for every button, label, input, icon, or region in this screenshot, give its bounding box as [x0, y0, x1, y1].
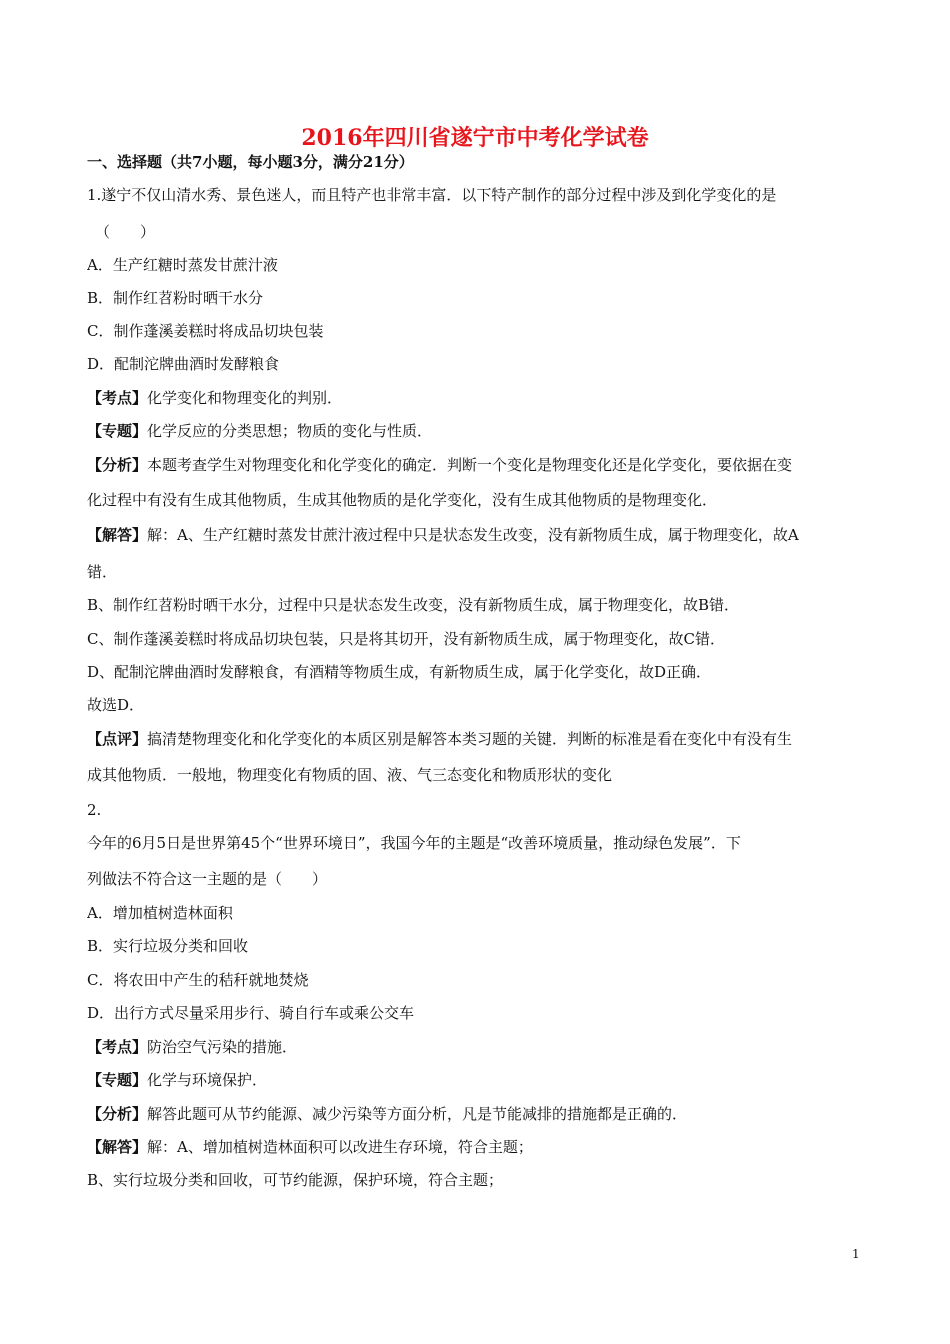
q1-jieda-line1 [87, 525, 877, 545]
zhuanti-label: 【专题】 [87, 422, 148, 440]
page-number: 1 [852, 1247, 860, 1261]
q2-number: 2. [87, 801, 102, 819]
q2-kaodian [87, 1037, 877, 1057]
q2-jieda-line1 [87, 1137, 877, 1157]
q2-option-d: D．出行方式尽量采用步行、骑自行车或乘公交车 [87, 1004, 415, 1022]
jieda-label: 【解答】 [87, 1138, 148, 1156]
q1-option-a: A．生产红糖时蒸发甘蔗汁液 [87, 256, 278, 274]
q1-jieda-b: B、制作红苕粉时晒干水分，过程中只是状态发生改变，没有新物质生成，属于物理变化，故B错． [87, 596, 740, 614]
zhuanti-text: 化学反应的分类思想；物质的变化与性质． [147, 422, 433, 440]
q2-jieda-b: B、实行垃圾分类和回收，可节约能源，保护环境，符合主题； [87, 1171, 504, 1189]
q1-option-b: B．制作红苕粉时晒干水分 [87, 289, 264, 307]
q1-zhuanti [87, 421, 877, 441]
q1-dianping-line2: 成其他物质．一般地，物理变化有物质的固、液、气三态变化和物质形状的变化 [87, 766, 613, 784]
zhuanti-text: 化学与环境保护． [147, 1071, 268, 1089]
fenxi-label: 【分析】 [87, 456, 148, 474]
section-heading: 一、选择题（共7小题，每小题3分，满分21分） [87, 153, 414, 171]
q1-jieda-c: C、制作蓬溪姜糕时将成品切块包装，只是将其切开，没有新物质生成，属于物理变化，故C错． [87, 630, 725, 648]
kaodian-label: 【考点】 [87, 1038, 148, 1056]
q1-kaodian [87, 388, 877, 408]
q2-fenxi [87, 1104, 877, 1124]
jieda-text: 解：A、增加植树造林面积可以改进生存环境，符合主题； [147, 1138, 533, 1156]
q1-jieda-line2: 错． [87, 563, 118, 581]
fenxi-text: 本题考查学生对物理变化和化学变化的确定．判断一个变化是物理变化还是化学变化，要依据在变 [147, 456, 793, 474]
kaodian-text: 防治空气污染的措施． [147, 1038, 298, 1056]
fenxi-text: 解答此题可从节约能源、减少污染等方面分析，凡是节能减排的措施都是正确的． [147, 1105, 688, 1123]
document-title: 2016年四川省遂宁市中考化学试卷 [301, 125, 649, 151]
fenxi-label: 【分析】 [87, 1105, 148, 1123]
q1-stem-line2: （ ） [95, 223, 156, 241]
q1-dianping-line1 [87, 729, 877, 749]
q1-fenxi-line2: 化过程中有没有生成其他物质，生成其他物质的是化学变化，没有生成其他物质的是物理变化． [87, 491, 718, 509]
q2-stem-line2: 列做法不符合这一主题的是（ ） [87, 870, 328, 888]
q2-stem-line1: 今年的6月5日是世界第45个“世界环境日”，我国今年的主题是“改善环境质量，推动绿色发展”．下 [87, 834, 741, 852]
q2-option-b: B．实行垃圾分类和回收 [87, 937, 249, 955]
q1-fenxi-line1 [87, 455, 877, 475]
kaodian-label: 【考点】 [87, 389, 148, 407]
kaodian-text: 化学变化和物理变化的判别． [147, 389, 343, 407]
q1-option-d: D．配制沱牌曲酒时发酵粮食 [87, 355, 280, 373]
q2-option-c: C．将农田中产生的秸秆就地焚烧 [87, 971, 309, 989]
dianping-label: 【点评】 [87, 730, 148, 748]
q1-answer: 故选D． [87, 696, 145, 714]
jieda-label: 【解答】 [87, 526, 148, 544]
q1-option-c: C．制作蓬溪姜糕时将成品切块包装 [87, 322, 324, 340]
dianping-text: 搞清楚物理变化和化学变化的本质区别是解答本类习题的关键．判断的标准是看在变化中有没有生 [147, 730, 793, 748]
q2-zhuanti [87, 1070, 877, 1090]
q1-jieda-d: D、配制沱牌曲酒时发酵粮食，有酒精等物质生成，有新物质生成，属于化学变化，故D正确． [87, 663, 712, 681]
q1-stem-line1: 1.遂宁不仅山清水秀、景色迷人，而且特产也非常丰富．以下特产制作的部分过程中涉及到化学变化的是 [87, 186, 777, 204]
q2-option-a: A．增加植树造林面积 [87, 904, 233, 922]
zhuanti-label: 【专题】 [87, 1071, 148, 1089]
jieda-text: 解：A、生产红糖时蒸发甘蔗汁液过程中只是状态发生改变，没有新物质生成，属于物理变化，故A [147, 526, 799, 544]
